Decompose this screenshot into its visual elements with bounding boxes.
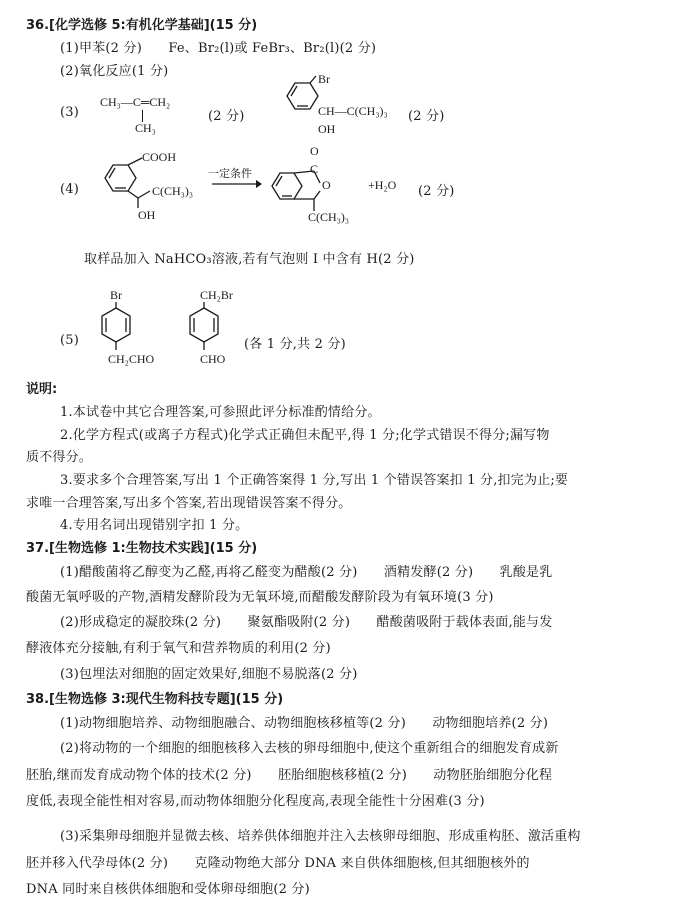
q36-part2: (2)氧化反应(1 分) [60, 64, 169, 79]
aldehyde-substituent: CHO [200, 352, 226, 366]
phthalide-ring-icon [272, 165, 342, 215]
tert-butyl-group: C(CH₃)₃ [152, 184, 194, 198]
benzene-ring-icon [98, 160, 158, 210]
water-product: +H₂O [368, 178, 397, 192]
q36-title: 36.[化学选修 5:有机化学基础](15 分) [26, 18, 258, 33]
q38-part3: (3)采集卵母细胞并显微去核、培养供体细胞并注入去核卵母细胞、形成重构胚、激活重构 [60, 829, 581, 844]
notes-title: 说明: [26, 382, 58, 397]
bromomethyl-substituent: CH₂Br [200, 288, 233, 302]
reaction-condition: 一定条件 [208, 167, 252, 180]
ring-oxygen: O [322, 178, 331, 192]
q37-part1-cont: 酸菌无氧呼吸的产物,酒精发酵阶段为无氧环境,而醋酸发酵阶段为有氧环境(3 分) [26, 590, 494, 605]
q38-part2-cont2: 度低,表现全能性相对容易,而动物体细胞分化程度高,表现全能性十分困难(3 分) [26, 794, 485, 809]
q36-part3-score1: (2 分) [208, 109, 245, 124]
q36-part4-note: 取样品加入 NaHCO₃溶液,若有气泡则 I 中含有 H(2 分) [84, 252, 415, 267]
carbonyl-carbon: C [310, 162, 319, 176]
note-2: 2.化学方程式(或离子方程式)化学式正确但未配平,得 1 分;化学式错误不得分;漏写物 [60, 428, 550, 443]
isobutene-formula-top: CH₃—C═CH₂ [100, 95, 171, 109]
note-3: 3.要求多个合理答案,写出 1 个正确答案得 1 分,写出 1 个错误答案扣 1 分,扣完为止;要 [60, 473, 569, 488]
q36-part5-label: (5) [60, 333, 80, 348]
q36-part1: (1)甲苯(2 分) Fe、Br₂(l)或 FeBr₃、Br₂(l)(2 分) [60, 41, 377, 56]
note-1: 1.本试卷中其它合理答案,可参照此评分标准酌情给分。 [60, 405, 381, 420]
bromo-alcohol-chain: CH—C(CH₃)₃ [318, 104, 388, 118]
q37-title: 37.[生物选修 1:生物技术实践](15 分) [26, 541, 258, 556]
hydroxyl-group: OH [318, 122, 336, 136]
q36-part5-score: (各 1 分,共 2 分) [244, 337, 346, 352]
q38-part1: (1)动物细胞培养、动物细胞融合、动物细胞核移植等(2 分) 动物细胞培养(2 分) [60, 716, 549, 731]
note-4: 4.专用名词出现错别字扣 1 分。 [60, 518, 249, 533]
q36-part3-label: (3) [60, 105, 80, 120]
reaction-arrow-icon [212, 180, 262, 188]
q37-part2: (2)形成稳定的凝胶珠(2 分) 聚氨酯吸附(2 分) 醋酸菌吸附于载体表面,能与发 [60, 615, 553, 630]
carbonyl-oxygen: O [310, 144, 319, 158]
bromo-substituent: Br [318, 72, 330, 86]
q36-part4-score: (2 分) [418, 184, 455, 199]
q36-part4-label: (4) [60, 182, 80, 197]
benzene-ring-icon [186, 302, 226, 354]
q38-part2: (2)将动物的一个细胞的细胞核移入去核的卵母细胞中,使这个重新组合的细胞发育成新 [60, 741, 559, 756]
note-3-cont: 求唯一合理答案,写出多个答案,若出现错误答案不得分。 [26, 496, 352, 511]
q38-part2-cont1: 胚胎,继而发育成动物个体的技术(2 分) 胚胎细胞核移植(2 分) 动物胚胎细胞分化程 [26, 768, 553, 783]
note-2-cont: 质不得分。 [26, 450, 93, 465]
benzene-ring-icon [280, 78, 340, 128]
hydroxyl-group: OH [138, 208, 156, 222]
benzene-ring-icon [98, 302, 138, 354]
carboxyl-group: COOH [142, 150, 177, 164]
q37-part3: (3)包埋法对细胞的固定效果好,细胞不易脱落(2 分) [60, 667, 358, 682]
acetaldehyde-substituent: CH₂CHO [108, 352, 155, 366]
q38-title: 38.[生物选修 3:现代生物科技专题](15 分) [26, 692, 284, 707]
isobutene-formula-bottom: CH₃ [135, 121, 156, 135]
tert-butyl-group: C(CH₃)₃ [308, 210, 350, 224]
q37-part1: (1)醋酸菌将乙醇变为乙醛,再将乙醛变为醋酸(2 分) 酒精发酵(2 分) 乳酸是乳 [60, 565, 553, 580]
bromo-substituent: Br [110, 288, 122, 302]
q38-part3-cont1: 胚并移入代孕母体(2 分) 克隆动物绝大部分 DNA 来自供体细胞核,但其细胞核外的 [26, 856, 530, 871]
q36-part3-score2: (2 分) [408, 109, 445, 124]
q38-part3-cont2: DNA 同时来自核供体细胞和受体卵母细胞(2 分) [26, 882, 310, 897]
q37-part2-cont: 酵液体充分接触,有利于氧气和营养物质的利用(2 分) [26, 641, 331, 656]
